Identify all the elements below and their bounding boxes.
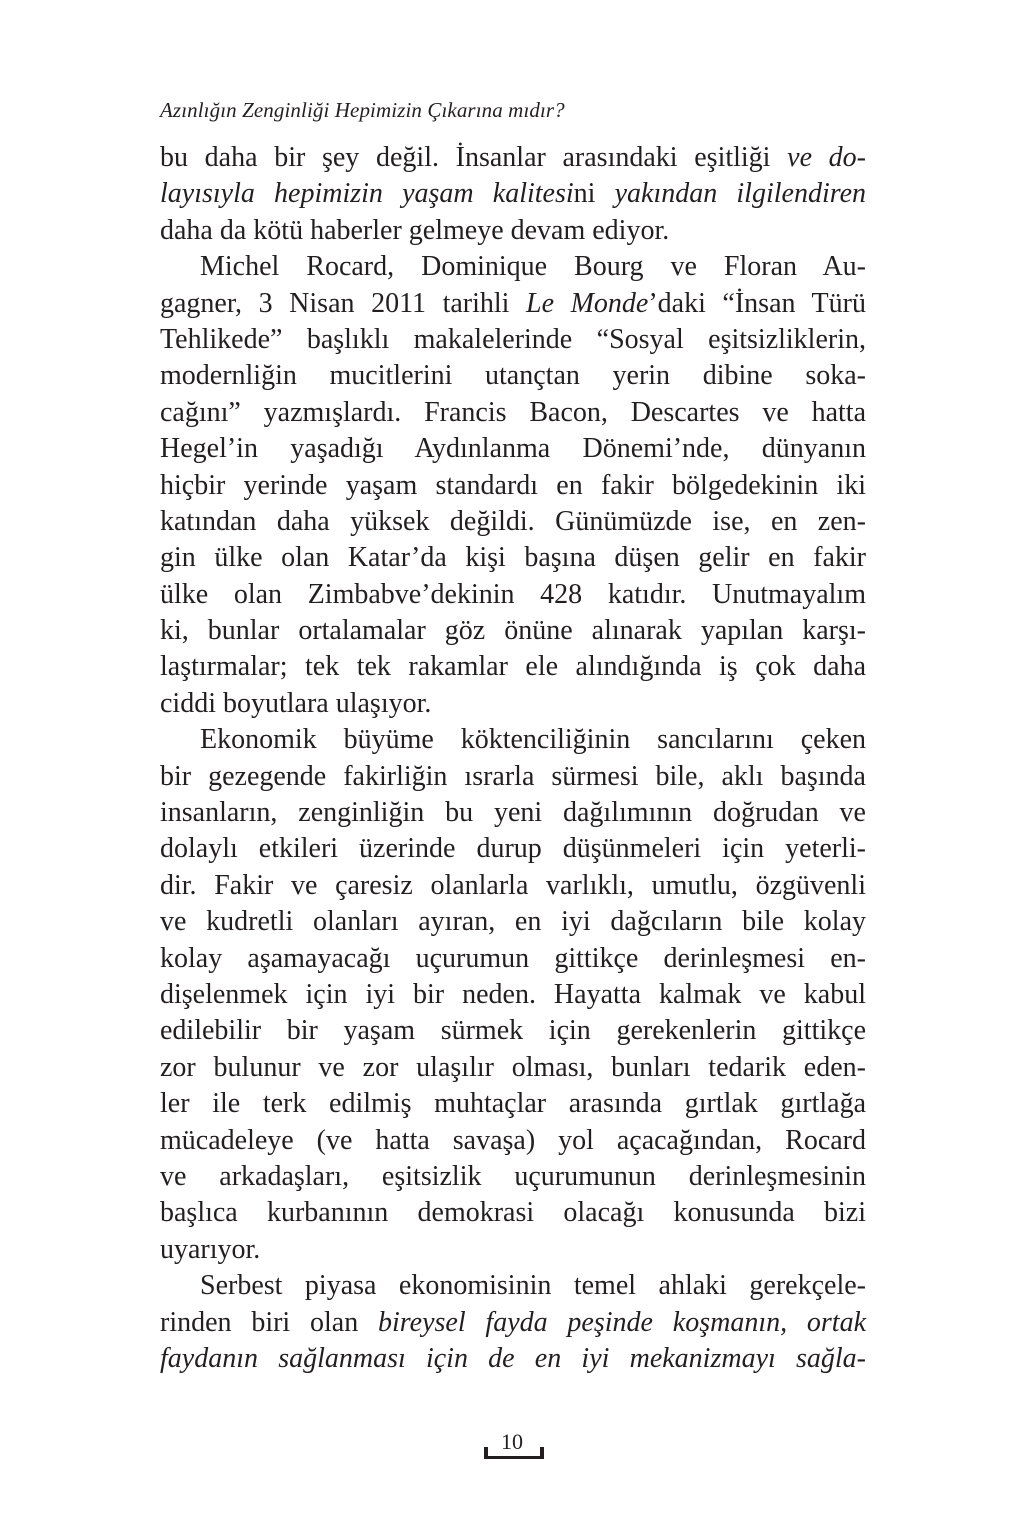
body-text xyxy=(160,140,866,1377)
text-segment: başlıca kurbanının demokrasi olacağı konusunda bizi xyxy=(160,1197,866,1229)
text-segment: hiçbir yerinde yaşam standardı en fakir bölgedekinin iki xyxy=(160,469,866,501)
footer-rule xyxy=(484,1456,544,1459)
italic-text-segment: Le Monde xyxy=(526,287,649,319)
text-segment: bir gezegende fakirliğin ısrarla sürmesi bile, aklı başında xyxy=(160,760,866,792)
text-segment: cağını” yazmışlardı. Francis Bacon, Descartes ve hatta xyxy=(160,396,866,428)
page-number: 10 xyxy=(501,1429,523,1454)
text-line xyxy=(160,431,866,467)
text-segment: ve arkadaşları, eşitsizlik uçurumunun derinleşmesinin xyxy=(160,1160,866,1192)
text-line xyxy=(160,577,866,613)
text-line xyxy=(160,540,866,576)
text-segment: mücadeleye (ve hatta savaşa) yol açacağından, Rocard xyxy=(160,1124,866,1156)
text-line xyxy=(160,795,866,831)
text-segment: edilebilir bir yaşam sürmek için gerekenlerin gittikçe xyxy=(160,1015,866,1047)
text-segment: ’daki “İnsan Türü xyxy=(648,287,866,319)
text-line xyxy=(160,468,866,504)
text-line xyxy=(160,1159,866,1195)
text-segment: rinden biri olan xyxy=(160,1306,379,1338)
text-line xyxy=(160,286,866,322)
text-line xyxy=(160,686,866,722)
text-segment: ve kudretli olanları ayıran, en iyi dağcıların bile kolay xyxy=(160,906,866,938)
text-segment: ciddi boyutlara ulaşıyor. xyxy=(160,687,432,719)
text-line xyxy=(160,1050,866,1086)
text-segment: ülke olan Zimbabve’dekinin 428 katıdır. Unutmayalım xyxy=(160,578,866,610)
text-segment: zor bulunur ve zor ulaşılır olması, bunları tedarik eden- xyxy=(160,1051,866,1083)
text-line xyxy=(160,722,866,758)
text-line xyxy=(160,249,866,285)
text-line xyxy=(160,759,866,795)
text-segment: ler ile terk edilmiş muhtaçlar arasında gırtlak gırtlağa xyxy=(160,1088,866,1120)
text-line xyxy=(160,140,866,176)
text-segment: laştırmalar; tek tek rakamlar ele alındığında iş çok daha xyxy=(160,651,866,683)
text-segment: kolay aşamayacağı uçurumun gittikçe derinleşmesi en- xyxy=(160,942,866,974)
running-header: Azınlığın Zenginliği Hepimizin Çıkarına mıdır? xyxy=(160,98,565,122)
text-segment: dolaylı etkileri üzerinde durup düşünmeleri için yeterli- xyxy=(160,833,866,865)
text-line xyxy=(160,831,866,867)
text-segment: gin ülke olan Katar’da kişi başına düşen gelir en fakir xyxy=(160,542,866,574)
text-segment: dir. Fakir ve çaresiz olanlarla varlıklı, umutlu, özgüvenli xyxy=(160,869,866,901)
text-line xyxy=(160,1195,866,1231)
text-segment: Tehlikede” başlıklı makalelerinde “Sosyal eşitsizliklerin, xyxy=(160,323,866,355)
text-line xyxy=(160,1232,866,1268)
text-line xyxy=(160,977,866,1013)
text-line xyxy=(160,1341,866,1377)
text-line xyxy=(160,504,866,540)
text-segment: modernliğin mucitlerini utançtan yerin dibine soka- xyxy=(160,360,866,392)
text-segment: uyarıyor. xyxy=(160,1233,261,1265)
text-line xyxy=(160,1086,866,1122)
text-line xyxy=(160,358,866,394)
text-line xyxy=(160,176,866,212)
text-line xyxy=(160,613,866,649)
text-segment: Michel Rocard, Dominique Bourg ve Floran Au- xyxy=(200,251,866,283)
text-line xyxy=(160,395,866,431)
italic-text-segment: ve do- xyxy=(787,142,866,173)
text-line xyxy=(160,1123,866,1159)
text-segment: Hegel’in yaşadığı Aydınlanma Dönemi’nde, dünyanın xyxy=(160,433,866,465)
text-line xyxy=(160,322,866,358)
text-line xyxy=(160,941,866,977)
text-line xyxy=(160,1305,866,1341)
text-line xyxy=(160,1268,866,1304)
text-segment: dişelenmek için iyi bir neden. Hayatta kalmak ve kabul xyxy=(160,978,866,1010)
text-segment: katından daha yüksek değildi. Günümüzde ise, en zen- xyxy=(160,505,866,537)
italic-text-segment: layısıyla hepimizin yaşam kalitesi xyxy=(160,178,574,210)
text-segment: ni xyxy=(573,178,615,210)
text-line xyxy=(160,213,866,249)
text-segment: Ekonomik büyüme köktenciliğinin sancılarını çeken xyxy=(200,724,866,756)
text-line xyxy=(160,1013,866,1049)
italic-text-segment: bireysel fayda peşinde koşmanın, ortak xyxy=(378,1306,866,1338)
text-segment: insanların, zenginliğin bu yeni dağılımının doğrudan ve xyxy=(160,797,866,829)
text-segment: ki, bunlar ortalamalar göz önüne alınarak yapılan karşı- xyxy=(160,615,866,647)
italic-text-segment: faydanın sağlanması için de en iyi mekanizmayı sağla- xyxy=(160,1342,866,1374)
text-line xyxy=(160,904,866,940)
text-segment: gagner, 3 Nisan 2011 tarihli xyxy=(160,287,527,319)
text-line xyxy=(160,868,866,904)
footer-ornament-right xyxy=(540,1447,544,1459)
text-segment: daha da kötü haberler gelmeye devam ediyor. xyxy=(160,214,670,246)
page-footer xyxy=(0,1428,1024,1468)
text-line xyxy=(160,649,866,685)
text-segment: bu daha bir şey değil. İnsanlar arasındaki eşitliği xyxy=(160,142,788,173)
text-segment: Serbest piyasa ekonomisinin temel ahlaki gerekçele- xyxy=(200,1270,866,1302)
italic-text-segment: yakından ilgilendiren xyxy=(614,178,867,210)
